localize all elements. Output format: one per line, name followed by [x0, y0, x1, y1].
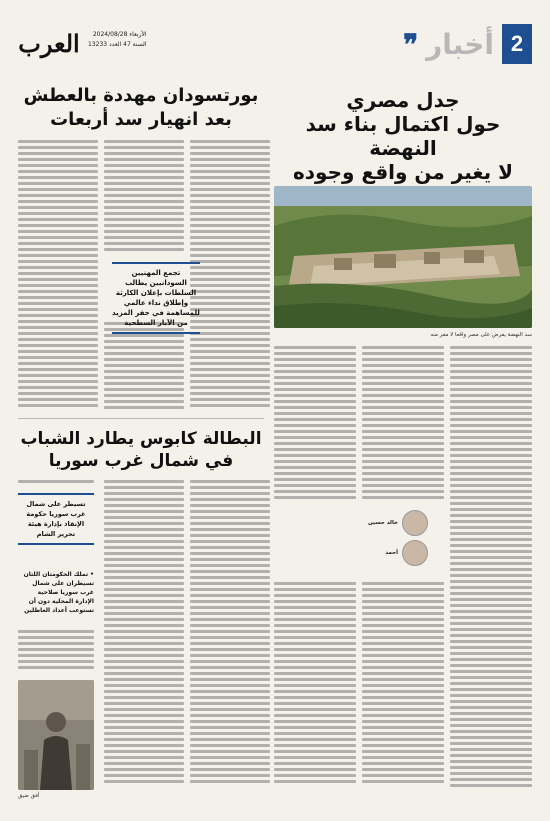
syria-headline-line1: البطالة كابوس يطارد الشباب: [20, 429, 262, 449]
author-card: [348, 510, 428, 536]
lead-headline-line2: حول اكتمال بناء سد النهضة: [305, 112, 501, 160]
syria-body-col3b: [18, 630, 94, 674]
section-divider: [18, 418, 264, 419]
port-sudan-pullquote: [112, 262, 200, 334]
author-name: خالد حسين: [368, 520, 398, 526]
port-sudan-headline: [18, 84, 264, 132]
port-sudan-headline-line2: بعد انهيار سد أربعات: [50, 109, 232, 130]
dam-photo-caption: سد النهضة يفرض على مصر واقعا لا مفر منه: [430, 332, 532, 338]
lead-body-col2: [362, 346, 444, 506]
authors-box: [348, 510, 428, 570]
issue-info: [88, 30, 147, 50]
section-name: أخبار: [426, 27, 494, 61]
lead-body-col3b: [274, 582, 356, 791]
lead-headline-line1: جدل مصري: [346, 88, 460, 112]
avatar: [402, 540, 428, 566]
port-sudan-pullquote-text: تجمع المهنيين السودانيين يطالب السلطات بإعلان الكارثة وإطلاق نداء عالمي للمساهمة في حفر المزيد من الآبار السطحية: [112, 269, 200, 327]
port-sudan-body-col1: [190, 140, 270, 412]
quote-icon: ❞: [403, 27, 419, 61]
syria-pullquote-text: تسيطر على شمال غرب سوريا حكومة الإنقاذ بإدارة هيئة تحرير الشام: [26, 500, 86, 538]
lead-headline-line3: لا يغير من واقع وجوده: [292, 160, 514, 184]
masthead: [18, 20, 532, 72]
syria-pullquote: [18, 493, 94, 545]
syria-body-col2: [104, 480, 184, 791]
syria-headline: [18, 428, 264, 472]
issue-number: السنة 47 العدد 13233: [88, 41, 147, 48]
port-sudan-body-col2b: [104, 322, 184, 412]
newspaper-logo: العرب: [18, 29, 80, 58]
avatar: [402, 510, 428, 536]
port-sudan-body-col2: [104, 140, 184, 258]
syria-photo-caption: أفق ضيق: [18, 793, 40, 799]
section-header: [403, 24, 532, 64]
lead-body-col1: [450, 346, 532, 791]
syria-body-col3: [18, 480, 94, 490]
syria-headline-line2: في شمال غرب سوريا: [48, 451, 234, 471]
syria-photo: [18, 680, 94, 790]
author-card: [348, 540, 428, 566]
issue-date: الأربعاء 2024/08/28: [92, 31, 147, 38]
port-sudan-headline-line1: بورتسودان مهددة بالعطش: [23, 85, 259, 106]
dam-photo: [274, 186, 532, 328]
lead-body-col3: [274, 346, 356, 506]
section-number: 2: [502, 24, 532, 64]
syria-body-col1: [190, 480, 270, 791]
port-sudan-body-col3: [18, 140, 98, 412]
lead-body-col2b: [362, 582, 444, 791]
syria-bullet-note: • تملك الحكومتان اللتان تسيطران على شمال غرب سوريا صلاحية الإدارة المحلية دون أن تستوعب أعداد العاطلين: [23, 571, 94, 614]
author-name: أحمد: [385, 550, 398, 556]
